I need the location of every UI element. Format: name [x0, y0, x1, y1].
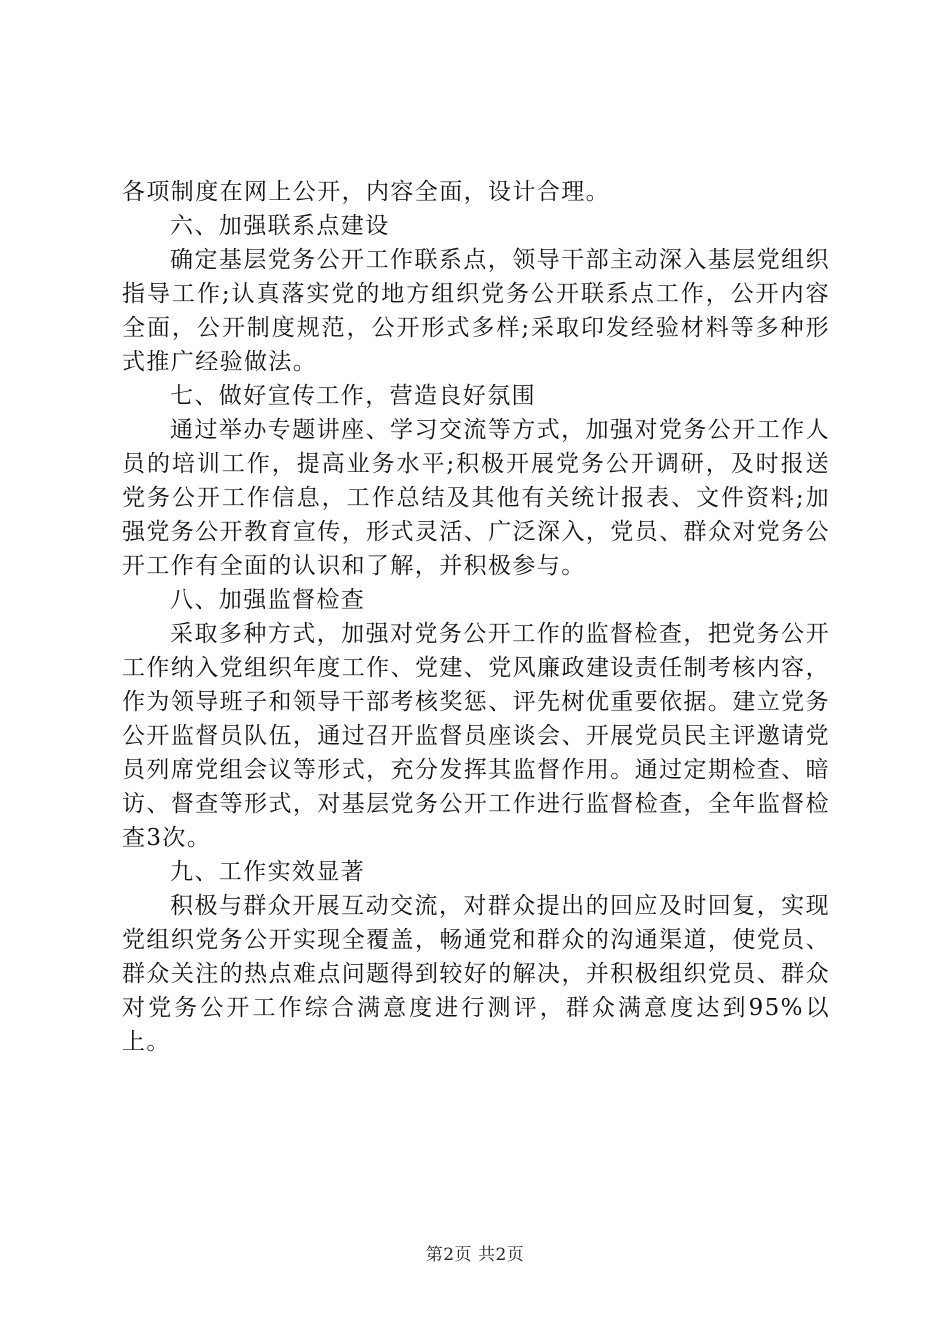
section-heading-6: 六、加强联系点建设 — [170, 213, 390, 239]
document-body — [122, 175, 830, 1059]
section-heading-9: 九、工作实效显著 — [170, 859, 366, 885]
paragraph-continuation: 各项制度在网上公开，内容全面，设计合理。 — [122, 179, 610, 205]
section-heading-8: 八、加强监督检查 — [170, 587, 366, 613]
paragraph-section-9: 积极与群众开展互动交流，对群众提出的回应及时回复，实现党组织党务公开实现全覆盖，畅通党和群众的沟通渠道，使党员、群众关注的热点难点问题得到较好的解决，并积极组织党员、群众对党务公开工作综合满意度进行测评，群众满意度达到95%以上。 — [122, 893, 830, 1055]
paragraph-section-6: 确定基层党务公开工作联系点，领导干部主动深入基层党组织指导工作;认真落实党的地方组织党务公开联系点工作，公开内容全面，公开制度规范，公开形式多样;采取印发经验材料等多种形式推广经验做法。 — [122, 247, 830, 375]
page-number-footer: 第2页 共2页 — [425, 1245, 525, 1265]
paragraph-section-7: 通过举办专题讲座、学习交流等方式，加强对党务公开工作人员的培训工作，提高业务水平;积极开展党务公开调研，及时报送党务公开工作信息，工作总结及其他有关统计报表、文件资料;加强党务公开教育宣传，形式灵活、广泛深入，党员、群众对党务公开工作有全面的认识和了解，并积极参与。 — [122, 417, 830, 579]
paragraph-section-8: 采取多种方式，加强对党务公开工作的监督检查，把党务公开工作纳入党组织年度工作、党建、党风廉政建设责任制考核内容，作为领导班子和领导干部考核奖惩、评先树优重要依据。建立党务公开监督员队伍，通过召开监督员座谈会、开展党员民主评邀请党员列席党组会议等形式，充分发挥其监督作用。通过定期检查、暗访、督查等形式，对基层党务公开工作进行监督检查，全年监督检查3次。 — [122, 621, 830, 851]
section-heading-7: 七、做好宣传工作，营造良好氛围 — [170, 383, 536, 409]
